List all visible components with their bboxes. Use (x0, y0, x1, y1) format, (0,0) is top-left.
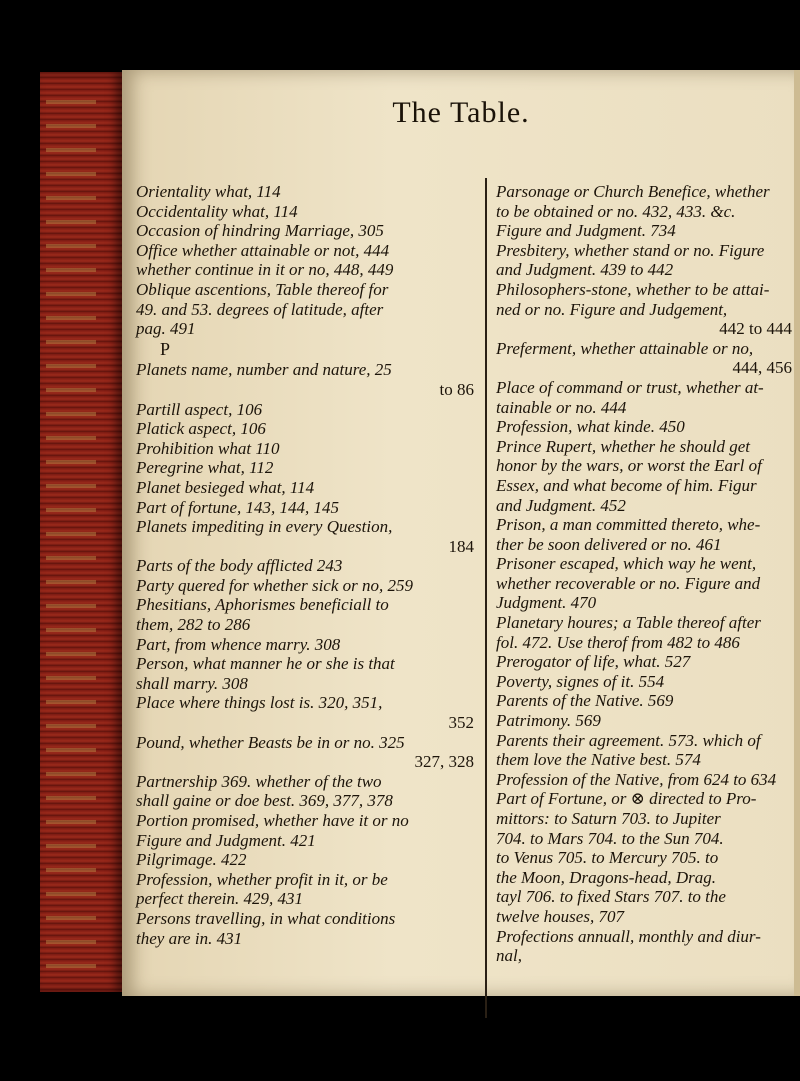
index-line: to Venus 705. to Mercury 705. to (496, 848, 719, 868)
index-column-left (136, 182, 474, 948)
index-line: Platick aspect, 106 (136, 419, 266, 439)
index-line: Profession, whether profit in it, or be (136, 869, 388, 889)
page-reference: 352 (448, 713, 474, 733)
index-line: ned or no. Figure and Judgement, (496, 299, 728, 319)
index-line: Peregrine what, 112 (136, 458, 274, 478)
index-line: Part of Fortune, or ⊗ directed to Pro- (496, 789, 757, 809)
index-line: 49. and 53. degrees of latitude, after (136, 299, 384, 319)
index-line: and Judgment. 439 to 442 (496, 260, 674, 280)
index-line: twelve houses, 707 (496, 906, 624, 926)
index-line: Essex, and what become of him. Figur (496, 475, 757, 495)
index-line: Poverty, signes of it. 554 (496, 671, 665, 691)
index-line: Presbitery, whether stand or no. Figure (496, 240, 765, 260)
page-reference: 184 (448, 536, 474, 556)
index-line: perfect therein. 429, 431 (136, 889, 303, 909)
index-line: shall marry. 308 (136, 673, 248, 693)
index-line: Patrimony. 569 (496, 711, 601, 731)
page-reference: to 86 (439, 379, 474, 399)
index-line: Parents their agreement. 573. which of (496, 730, 761, 750)
index-line: Parsonage or Church Benefice, whether (496, 182, 770, 201)
index-line: Judgment. 470 (496, 593, 597, 613)
page-reference: 444, 456 (732, 358, 792, 378)
index-line: Place of command or trust, whether at- (496, 377, 764, 397)
index-line: Planet besieged what, 114 (136, 477, 315, 497)
index-line: tayl 706. to fixed Stars 707. to the (496, 887, 726, 907)
index-line: Pilgrimage. 422 (136, 850, 247, 870)
index-line: Place where things lost is. 320, 351, (136, 693, 383, 713)
running-head: The Table. (392, 96, 530, 129)
index-line: whether continue in it or no, 448, 449 (136, 260, 394, 280)
index-line: ther be soon delivered or no. 461 (496, 534, 722, 554)
page-reference: 327, 328 (414, 752, 474, 772)
index-line: Occasion of hindring Marriage, 305 (136, 221, 384, 241)
index-line: whether recoverable or no. Figure and (496, 573, 761, 593)
index-line: Oblique ascentions, Table thereof for (136, 279, 389, 299)
index-line: Prison, a man committed thereto, whe- (496, 515, 761, 535)
index-line: Prerogator of life, what. 527 (496, 652, 691, 672)
index-line: Party quered for whether sick or no, 259 (136, 575, 413, 595)
index-line: Prince Rupert, whether he should get (496, 436, 751, 456)
index-line: them, 282 to 286 (136, 615, 251, 635)
index-line: Figure and Judgment. 421 (136, 830, 316, 850)
section-letter: P (160, 338, 171, 359)
index-line: Part of fortune, 143, 144, 145 (136, 497, 340, 517)
index-line: Profections annuall, monthly and diur- (496, 926, 761, 946)
index-line: Profession of the Native, from 624 to 634 (496, 769, 777, 789)
index-line: Orientality what, 114 (136, 182, 281, 201)
index-line: Partill aspect, 106 (136, 399, 263, 419)
index-line: Planetary houres; a Table thereof after (496, 613, 761, 633)
index-line: shall gaine or doe best. 369, 377, 378 (136, 791, 393, 811)
index-line: 704. to Mars 704. to the Sun 704. (496, 828, 724, 848)
index-line: Partnership 369. whether of the two (136, 771, 382, 791)
index-line: and Judgment. 452 (496, 495, 626, 515)
index-line: them love the Native best. 574 (496, 750, 701, 770)
index-line: Pound, whether Beasts be in or no. 325 (136, 732, 405, 752)
index-line: Planets name, number and nature, 25 (136, 360, 392, 380)
index-line: Figure and Judgment. 734 (496, 221, 676, 241)
page-reference: 442 to 444 (719, 319, 792, 339)
index-line: Planets impediting in every Question, (136, 517, 393, 537)
index-line: Prisoner escaped, which way he went, (496, 554, 757, 574)
index-line: fol. 472. Use therof from 482 to 486 (496, 632, 740, 652)
index-line: Profession, what kinde. 450 (496, 417, 685, 437)
index-line: pag. 491 (136, 319, 196, 339)
index-line: Person, what manner he or she is that (136, 654, 395, 674)
index-line: Preferment, whether attainable or no, (496, 338, 754, 358)
index-line: honor by the wars, or worst the Earl of (496, 456, 762, 476)
index-line: Occidentality what, 114 (136, 201, 298, 221)
index-line: tainable or no. 444 (496, 397, 627, 417)
index-line: Philosophers-stone, whether to be attai- (496, 279, 770, 299)
spine-gilt-tooling (46, 80, 96, 980)
column-rule (485, 178, 487, 1018)
index-line: Phesitians, Aphorismes beneficiall to (136, 595, 389, 615)
index-line: they are in. 431 (136, 928, 243, 948)
page-edge (794, 70, 800, 996)
index-line: Prohibition what 110 (136, 438, 280, 458)
index-line: Part, from whence marry. 308 (136, 634, 341, 654)
index-line: Parts of the body afflicted 243 (136, 556, 343, 576)
index-line: Portion promised, whether have it or no (136, 811, 409, 830)
index-line: the Moon, Dragons-head, Drag. (496, 867, 717, 887)
index-line: Parents of the Native. 569 (496, 691, 674, 711)
index-line: mittors: to Saturn 703. to Jupiter (496, 809, 721, 828)
index-line: Persons travelling, in what conditions (136, 908, 396, 928)
index-column-right (496, 182, 792, 966)
book-page (122, 70, 800, 996)
index-line: Office whether attainable or not, 444 (136, 240, 390, 260)
index-line: to be obtained or no. 432, 433. &c. (496, 201, 736, 221)
index-line: nal, (496, 946, 522, 966)
